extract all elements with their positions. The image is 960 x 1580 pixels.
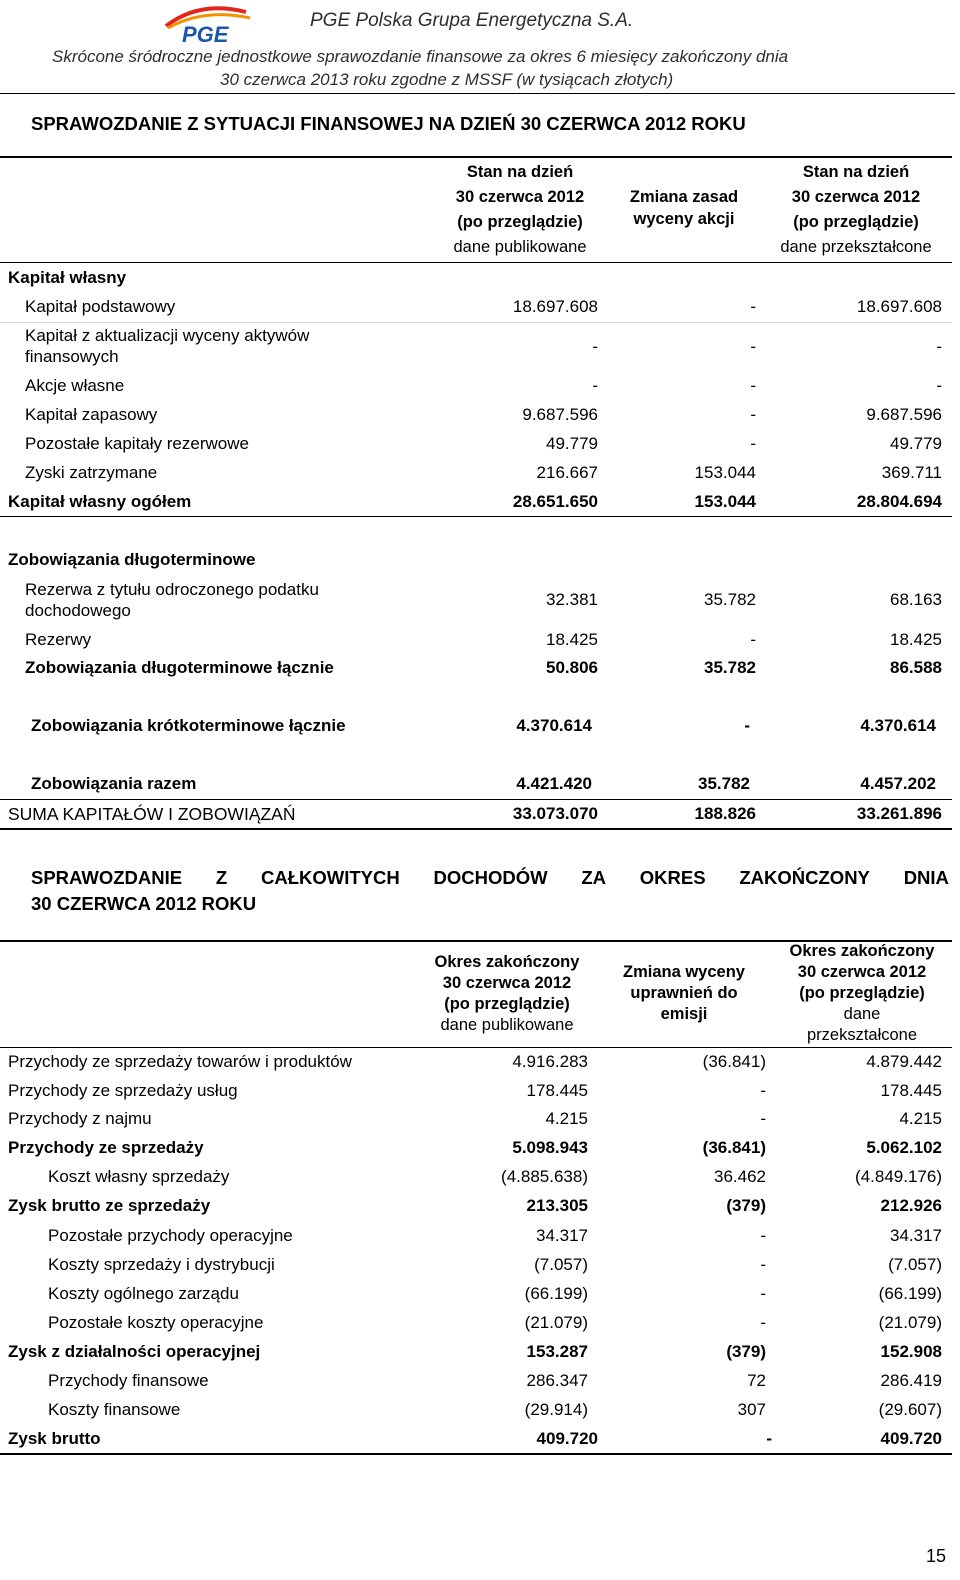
- income-row-label: Przychody ze sprzedaży usług: [8, 1081, 238, 1100]
- income-col2-header: Zmiana wyceny uprawnień do emisji: [623, 963, 745, 1023]
- income-statement-title-line2: 30 CZERWCA 2012 ROKU: [31, 893, 257, 914]
- income-col1-header: Okres zakończony 30 czerwca 2012 (po przeglądzie) dane publikowane: [434, 953, 580, 1034]
- income-value-change: 72: [747, 1371, 766, 1390]
- total-value-change: 35.782: [704, 658, 756, 677]
- income-value-restated: 4.215: [899, 1109, 942, 1128]
- row-value-change: -: [750, 337, 756, 356]
- row-value-change: 153.044: [694, 463, 756, 482]
- row-value-restated: 369.711: [881, 463, 942, 482]
- header-bottom-rule: [0, 262, 952, 263]
- row-value-published: 9.687.596: [522, 405, 598, 424]
- income-value-published: 178.445: [526, 1081, 588, 1100]
- grand-total-change: 188.826: [694, 804, 756, 823]
- income-subtotal-label: Przychody ze sprzedaży: [8, 1138, 204, 1157]
- income-row-label: Koszt własny sprzedaży: [48, 1167, 230, 1186]
- row-value-published: -: [592, 337, 598, 356]
- row-value-restated: 68.163: [890, 590, 942, 609]
- total-value-published: 50.806: [546, 658, 598, 677]
- income-value-published: 4.916.283: [512, 1052, 588, 1071]
- st-total-restated: 4.370.614: [860, 716, 936, 735]
- income-subtotal-restated: 152.908: [880, 1342, 942, 1361]
- row-label: Rezerwy: [25, 630, 92, 649]
- income-total-change: -: [766, 1429, 772, 1448]
- report-subtitle-line1: Skrócone śródroczne jednostkowe sprawozdanie finansowe za okres 6 miesięcy zakończony dnia: [52, 47, 789, 66]
- income-value-restated: 286.419: [880, 1371, 942, 1390]
- income-value-published: (29.914): [524, 1400, 588, 1419]
- liab-total-published: 4.421.420: [516, 774, 592, 793]
- income-value-change: -: [760, 1313, 766, 1332]
- income-row-label: Koszty finansowe: [48, 1400, 181, 1419]
- svg-text:PGE: PGE: [182, 22, 229, 44]
- total-row-label: Kapitał własny ogółem: [8, 492, 192, 511]
- st-total-label: Zobowiązania krótkoterminowe łącznie: [31, 716, 346, 735]
- income-value-change: 307: [737, 1400, 766, 1419]
- row-value-change: -: [750, 630, 756, 649]
- income-total-label: Zysk brutto: [8, 1429, 101, 1448]
- income-value-change: -: [760, 1081, 766, 1100]
- income-value-restated: 178.445: [880, 1081, 942, 1100]
- row-value-published: -: [592, 376, 598, 395]
- income-value-restated: 4.879.442: [866, 1052, 942, 1071]
- income-subtotal-published: 5.098.943: [512, 1138, 588, 1157]
- report-subtitle-line2: 30 czerwca 2013 roku zgodne z MSSF (w tysiącach złotych): [220, 70, 674, 89]
- row-label: Kapitał podstawowy: [25, 297, 176, 316]
- header-rule: [0, 93, 955, 94]
- liab-total-change: 35.782: [698, 774, 750, 793]
- income-row-label: Przychody z najmu: [8, 1109, 152, 1128]
- balance-sheet-title: SPRAWOZDANIE Z SYTUACJI FINANSOWEJ NA DZIEŃ 30 CZERWCA 2012 ROKU: [31, 113, 746, 134]
- income-value-change: -: [760, 1109, 766, 1128]
- pge-logo: [160, 4, 260, 44]
- income-value-published: (21.079): [524, 1313, 588, 1332]
- income-col3-header: Okres zakończony 30 czerwca 2012 (po przeglądzie) dane przekształcone: [789, 942, 935, 1044]
- income-value-restated: (29.607): [878, 1400, 942, 1419]
- total-value-restated: 28.804.694: [856, 492, 942, 511]
- equity-section-header: Kapitał własny: [8, 268, 127, 287]
- income-total-published: 409.720: [536, 1429, 598, 1448]
- total-value-published: 28.651.650: [512, 492, 598, 511]
- income-subtotal-restated: 5.062.102: [866, 1138, 942, 1157]
- income-row-label: Koszty ogólnego zarządu: [48, 1284, 239, 1303]
- income-value-restated: (4.849.176): [855, 1167, 942, 1186]
- st-total-published: 4.370.614: [516, 716, 592, 735]
- income-total-restated: 409.720: [880, 1429, 942, 1448]
- row-label-cont: finansowych: [25, 347, 119, 366]
- row-label: Akcje własne: [25, 376, 125, 395]
- row-label: Zyski zatrzymane: [25, 463, 158, 482]
- income-value-change: -: [760, 1284, 766, 1303]
- income-value-change: (36.841): [702, 1052, 766, 1071]
- total-row-label: Zobowiązania długoterminowe łącznie: [25, 658, 334, 677]
- row-value-published: 18.425: [546, 630, 598, 649]
- row-value-restated: 18.425: [890, 630, 942, 649]
- income-value-restated: (21.079): [878, 1313, 942, 1332]
- grand-total-restated: 33.261.896: [856, 804, 942, 823]
- liab-total-label: Zobowiązania razem: [31, 774, 197, 793]
- income-value-restated: (66.199): [878, 1284, 942, 1303]
- row-value-restated: -: [936, 376, 942, 395]
- st-total-change: -: [744, 716, 750, 735]
- income-value-published: (7.057): [534, 1255, 588, 1274]
- row-value-change: -: [750, 376, 756, 395]
- income-row-label: Pozostałe przychody operacyjne: [48, 1226, 293, 1245]
- balance-col1-header: Stan na dzień 30 czerwca 2012 (po przeglądzie) dane publikowane: [453, 163, 587, 256]
- row-label: Kapitał zapasowy: [25, 405, 158, 424]
- income-subtotal-label: Zysk brutto ze sprzedaży: [8, 1196, 211, 1215]
- row-value-restated: 18.697.608: [856, 297, 942, 316]
- row-value-published: 32.381: [546, 590, 598, 609]
- income-value-restated: (7.057): [888, 1255, 942, 1274]
- page-number: 15: [926, 1546, 947, 1566]
- income-subtotal-published: 213.305: [526, 1196, 588, 1215]
- income-row-label: Pozostałe koszty operacyjne: [48, 1313, 264, 1332]
- income-subtotal-published: 153.287: [526, 1342, 588, 1361]
- table-top-rule: [0, 156, 952, 158]
- balance-col3-header: Stan na dzień 30 czerwca 2012 (po przeglądzie) dane przekształcone: [780, 163, 932, 256]
- liab-total-restated: 4.457.202: [860, 774, 936, 793]
- income-subtotal-change: (379): [726, 1196, 766, 1215]
- row-value-change: -: [750, 297, 756, 316]
- row-value-published: 18.697.608: [512, 297, 598, 316]
- row-value-published: 49.779: [546, 434, 598, 453]
- income-subtotal-change: (36.841): [702, 1138, 766, 1157]
- income-row-label: Przychody ze sprzedaży towarów i produktów: [8, 1052, 352, 1071]
- page-header: [0, 0, 960, 96]
- row-label: Kapitał z aktualizacji wyceny aktywów: [25, 326, 310, 345]
- row-label: Rezerwa z tytułu odroczonego podatku: [25, 580, 319, 599]
- income-subtotal-label: Zysk z działalności operacyjnej: [8, 1342, 261, 1361]
- income-statement-title: SPRAWOZDANIE Z CAŁKOWITYCH DOCHODÓW ZA OKRES ZAKOŃCZONY DNIA: [31, 867, 949, 888]
- row-label: Pozostałe kapitały rezerwowe: [25, 434, 249, 453]
- income-value-change: 36.462: [714, 1167, 766, 1186]
- total-value-change: 153.044: [694, 492, 756, 511]
- income-value-change: -: [760, 1226, 766, 1245]
- income-row-label: Koszty sprzedaży i dystrybucji: [48, 1255, 275, 1274]
- income-value-restated: 34.317: [890, 1226, 942, 1245]
- income-value-published: 286.347: [526, 1371, 588, 1390]
- balance-col2-header: Zmiana zasad wyceny akcji: [629, 188, 739, 228]
- income-row-label: Przychody finansowe: [48, 1371, 209, 1390]
- row-value-restated: -: [936, 337, 942, 356]
- income-value-published: (4.885.638): [501, 1167, 588, 1186]
- row-value-change: -: [750, 405, 756, 424]
- row-value-restated: 49.779: [890, 434, 942, 453]
- income-value-published: (66.199): [524, 1284, 588, 1303]
- row-label-cont: dochodowego: [25, 601, 131, 620]
- income-subtotal-change: (379): [726, 1342, 766, 1361]
- grand-total-published: 33.073.070: [512, 804, 598, 823]
- income-value-published: 34.317: [536, 1226, 588, 1245]
- grand-total-label: SUMA KAPITAŁÓW I ZOBOWIĄZAŃ: [8, 804, 296, 824]
- income-subtotal-restated: 212.926: [880, 1196, 942, 1215]
- lt-section-header: Zobowiązania długoterminowe: [8, 550, 256, 569]
- row-value-change: -: [750, 434, 756, 453]
- row-value-published: 216.667: [536, 463, 598, 482]
- row-value-restated: 9.687.596: [866, 405, 942, 424]
- income-value-change: -: [760, 1255, 766, 1274]
- total-value-restated: 86.588: [890, 658, 942, 677]
- row-value-change: 35.782: [704, 590, 756, 609]
- company-name: PGE Polska Grupa Energetyczna S.A.: [310, 10, 634, 31]
- income-value-published: 4.215: [545, 1109, 588, 1128]
